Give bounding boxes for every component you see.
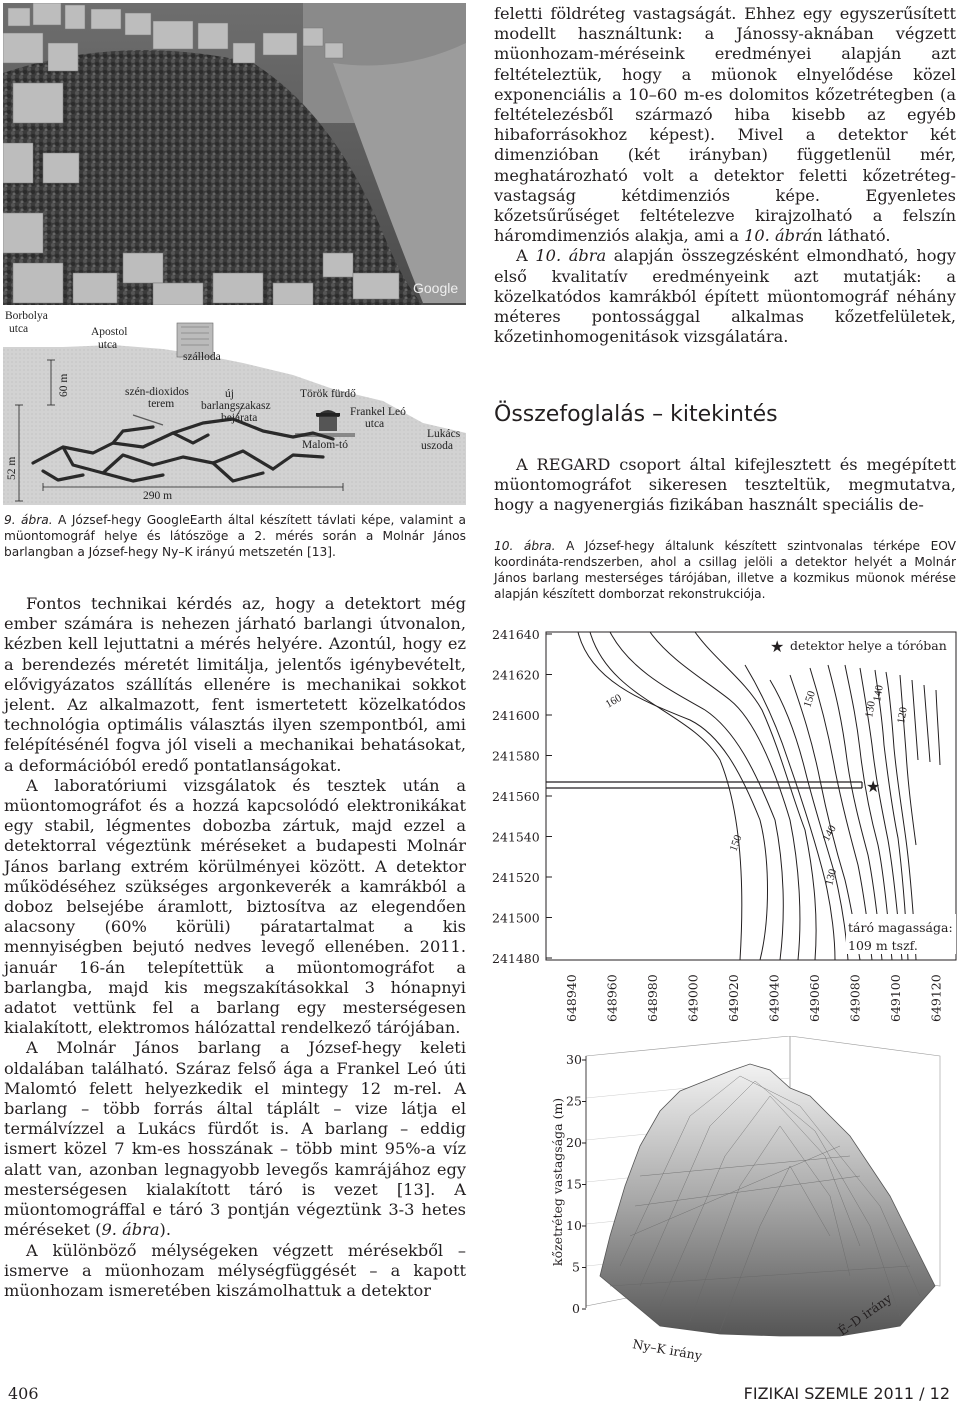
paragraph: feletti földréteg vastagságát. Ehhez egy egyszerűsített modellt használtunk: a Jánossy-aknában végzett müonhozam-méréseink eredményei alapján azt feltételeztük, hogy a müonok elnyelődése közel exponenciális a 10–60 m-es dolomitos kőzetrétegben (a feltételezésből származó hiba kisebb az egyéb hibaforrásokhoz képest). Mivel a detektor két dimenzióban (két irányban) függetlenül mér, meghatározható volt a detektor feletti kőzetréteg-vastagság kétdimenziós képe. Egyenletes kőzetsűrűséget feltételezve kirajzolható a felszín háromdimenziós alakja, ami a 10. ábrán látható. xyxy=(494,4,956,246)
figure-9-caption xyxy=(4,512,466,560)
x-tick-label: 649000 xyxy=(685,974,701,1022)
x-tick-label: 648960 xyxy=(604,974,620,1022)
x-tick-label: 648940 xyxy=(564,974,579,1022)
paragraph: A Molnár János barlang a József-hegy keleti oldalában található. Száraz felső ága a Frankel Leó úti Malomtó felett helyezkedik el mintegy 12 m-rel. A barlang – több forrás által táplált – vize látja el termálvízzel a Lukács fürdőt is. A barlang – eddig ismert közel 7 km-es hosszának – több mint 95%-a víz alatt van, azonban legnagyobb levegős kamrájához egy mesterségesen kialakított táró is vezet [13]. A müontomográffal e táró 3 pontján végeztünk 3-3 hetes méréseket (9. ábra). xyxy=(4,1038,466,1240)
contour-label: 140 xyxy=(871,684,886,703)
paragraph: A laboratóriumi vizsgálatok és tesztek után a müontomográfot és a hozzá kapcsolódó elektronikákat egy stabil, légmentes dobozba zártuk, majd ezzel a detektorral végeztünk méréseket a budapesti Molnár János barlang extrém körülményei között. A detektor működéséhez szükséges argonkeverék a kamrákból a doboz belsejébe áramlott, biztosítva az elegendően alacsony (60% körüli) páratartalmat a kis mennyiségben bejutó nedves levegő ellenében. 2011. január 16-án telepítettük a müontomográfot a barlangba, majd kis megszakításokkal 3 hónapnyi adatot vettünk fel a barlang egy mesterségesen kialakított, elektromos hálózattal rendelkező tárójában. xyxy=(4,775,466,1038)
contour-label: 160 xyxy=(603,691,624,711)
x-tick-label: 648980 xyxy=(645,974,660,1022)
paragraph: A különböző mélységeken végzett mérésekből – ismerve a müonhozam mélységfüggését – a kapott müonhozam ismeretében kiszámolhattuk a detektor xyxy=(4,1240,466,1300)
x-axis-label-nyk: Ny–K irány xyxy=(631,1336,704,1364)
label-52m: 52 m xyxy=(6,456,18,480)
y-tick-label: 241640 xyxy=(492,627,540,642)
label-uj-bejarat: új barlangszakasz bejárata xyxy=(201,388,271,424)
x-tick-label: 649080 xyxy=(847,974,863,1022)
taro-label-2: 109 m tszf. xyxy=(848,938,918,953)
contour-label: 150 xyxy=(727,833,745,854)
y-tick-label: 241540 xyxy=(492,829,540,845)
fig9-caption-number: 9. ábra. xyxy=(4,513,53,527)
y-tick-label: 241580 xyxy=(492,748,540,764)
contour-label: 140 xyxy=(820,823,839,844)
z-tick-label: 30 xyxy=(566,1052,582,1067)
y-axis-label-ed: É–D irány xyxy=(835,1290,895,1339)
detector-star-icon: ★ xyxy=(866,777,881,796)
fig-ref: 10. ábra xyxy=(535,246,607,266)
y-tick-label: 241520 xyxy=(492,870,540,885)
z-tick-label: 10 xyxy=(566,1218,582,1233)
contour-label: 130 xyxy=(863,700,878,719)
x-tick-label: 649120 xyxy=(928,974,944,1022)
x-tick-label: 649020 xyxy=(726,974,741,1022)
z-tick-label: 0 xyxy=(572,1301,580,1316)
contour-label: 120 xyxy=(895,706,910,725)
cross-section-diagram xyxy=(3,305,466,505)
legend-label: detektor helye a tóróban xyxy=(790,638,947,653)
label-torok-furdo: Török fürdő xyxy=(300,388,356,400)
paragraph: A 10. ábra alapján összegzésként elmondható, hogy első kvalitatív eredményeink azt mutatják: a közelkatódos kamrákból épített müontomográf néhány méteres pontossággal alkalmas kőzetfelületek, kőzetinhomogenitások vizsgálatára. xyxy=(494,246,957,347)
taro-label-1: táró magassága: xyxy=(848,920,953,935)
paragraph: Fontos technikai kérdés az, hogy a detektort még ember számára is nehezen járható barlangi útvonalon, kézben kell lejuttatni a mérés helyére. Azontúl, hogy ez a berendezés méretét limitálja, jelentős igénybevételt, elővigyázatos szállítás ellenére is mechanikai sokkot jelent. Az alkalmazott, fent ismertetett közelkatódos technológia optimális választás ilyen szempontból, ami felépítésénél fogva jól viseli a mechanikai behatásokat, a deformációból eredő pontatlanságokat. xyxy=(4,594,466,775)
label-apostol: Apostol utca xyxy=(91,326,128,351)
journal-footer xyxy=(744,1384,950,1403)
fig10-caption-text: A József-hegy általunk készített szintvonalas térképe EOV koordináta-rendszerben, ahol a csillag jelöli a detektor helyét a Molnár János barlang mesterséges tárójában, illetve a kozmikus müonok mérése alapján készített domborzat rekonstrukciója. xyxy=(494,539,956,601)
z-tick-label: 20 xyxy=(566,1135,582,1150)
figure-10-caption xyxy=(494,538,956,602)
fig9-caption-text: A József-hegy GoogleEarth által készített távlati képe, valamint a müontomográf helye és látószöge a 2. mérés során a Molnár János barlangban a József-hegy Ny–K irányú metszetén [13]. xyxy=(4,513,467,559)
x-tick-label: 649040 xyxy=(766,974,782,1022)
label-frankel: Frankel Leó utca xyxy=(350,406,406,430)
right-column-text-2 xyxy=(494,455,956,516)
label-szalloda: szálloda xyxy=(183,351,221,363)
fig-ref: 10. ábrá xyxy=(744,226,813,246)
svg-text:Google: Google xyxy=(413,280,459,296)
label-borbolya: Borbolya utca xyxy=(5,310,48,335)
left-column-text xyxy=(4,594,466,1301)
page-number: 406 xyxy=(8,1384,39,1403)
journal-name: FIZIKAI SZEMLE xyxy=(743,1384,869,1403)
y-tick-label: 241560 xyxy=(492,789,540,804)
paragraph: A REGARD csoport által kifejlesztett és megépített müontomográfot sikeresen teszteltük, megmutatva, hogy a nagyenergiás fizikában használt speciális de- xyxy=(494,455,956,515)
y-tick-label: 241480 xyxy=(492,951,540,966)
y-tick-label: 241500 xyxy=(492,910,540,926)
label-lukacs: Lukács uszoda xyxy=(421,428,461,452)
right-column-text xyxy=(494,4,956,347)
z-tick-label: 15 xyxy=(566,1176,582,1192)
z-tick-label: 25 xyxy=(566,1093,582,1109)
label-szendioxidos: szén-dioxidos terem xyxy=(125,386,189,410)
contour-map xyxy=(490,620,960,1030)
contour-label: 150 xyxy=(801,689,818,709)
journal-issue: 2011 / 12 xyxy=(868,1384,950,1403)
section-heading xyxy=(494,402,956,427)
legend-star-icon: ★ xyxy=(770,637,785,656)
label-malom-to: Malom-tó xyxy=(302,439,348,451)
x-tick-label: 649060 xyxy=(807,974,822,1022)
label-290m: 290 m xyxy=(143,490,173,502)
google-earth-photo xyxy=(3,3,466,305)
x-tick-label: 649100 xyxy=(888,974,903,1022)
z-axis-label: kőzetréteg vastagsága (m) xyxy=(550,1097,565,1266)
section-title: Összefoglalás – kitekintés xyxy=(494,402,778,427)
fig10-caption-number: 10. ábra. xyxy=(494,539,556,553)
y-tick-label: 241620 xyxy=(492,667,540,683)
label-60m: 60 m xyxy=(58,373,70,397)
y-tick-label: 241600 xyxy=(492,708,540,723)
fig-ref: 9. ábra xyxy=(101,1220,160,1240)
surface-3d-plot xyxy=(540,1036,960,1366)
z-tick-label: 5 xyxy=(572,1259,580,1275)
contour-label: 130 xyxy=(823,867,840,887)
